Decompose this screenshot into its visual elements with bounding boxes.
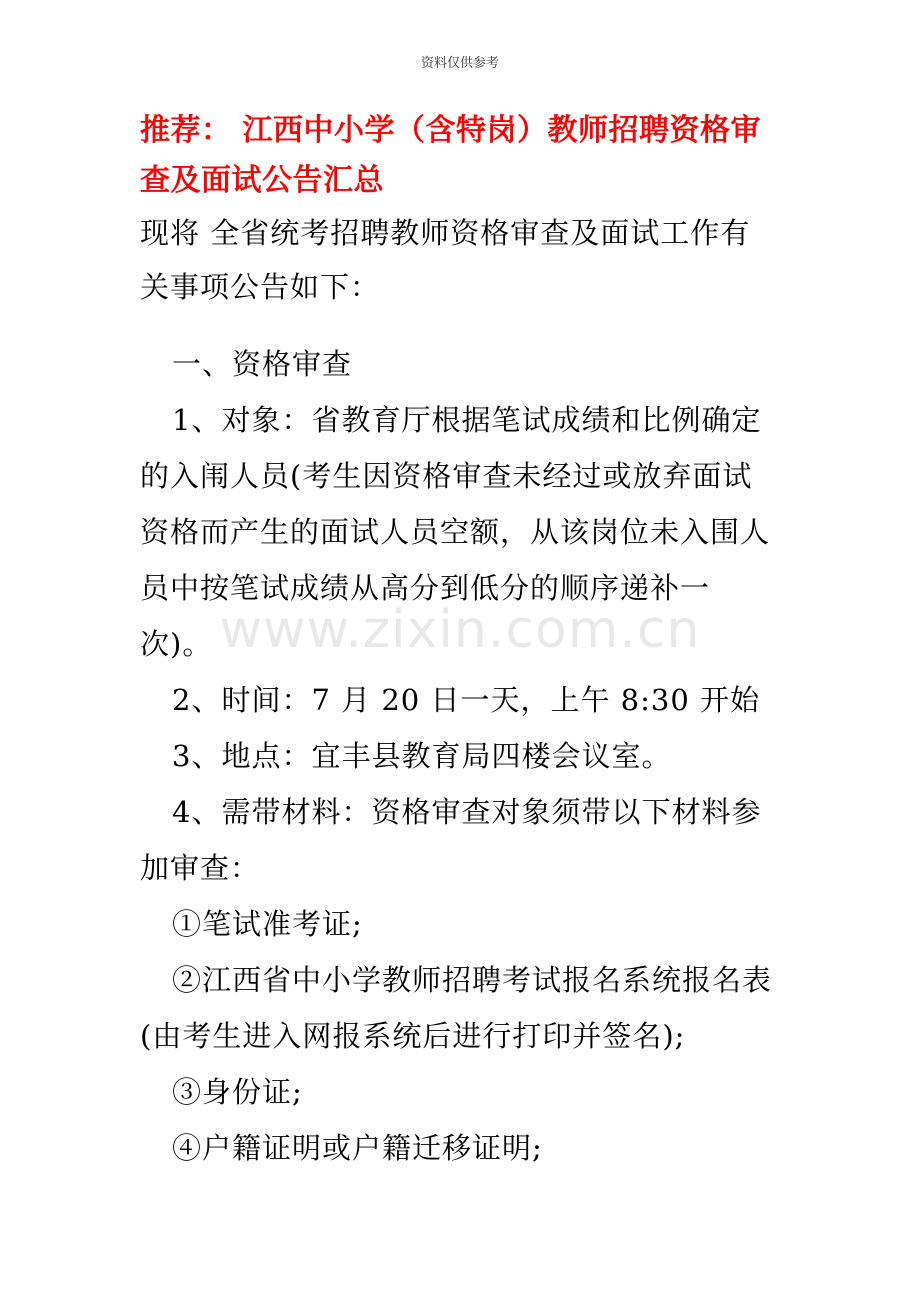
watermark: www.zixin.com.cn — [219, 600, 701, 660]
section-heading-qualification-review: 一、资格审查 — [172, 347, 353, 381]
document-title: 推荐： 江西中小学（含特岗）教师招聘资格审查及面试公告汇总 — [140, 113, 761, 198]
intro-paragraph: 现将 全省统考招聘教师资格审查及面试工作有关事项公告如下： — [140, 216, 751, 304]
document-body — [140, 106, 780, 1176]
material-list-item: ④户籍证明或户籍迁移证明; — [172, 1131, 543, 1165]
item-target: 1、对象：省教育厅根据笔试成绩和比例确定的入闱人员(考生因资格审查未经过或放弃面试资格而产生的面试人员空额，从该岗位未入围人员中按笔试成绩从高分到低分的顺序递补一次)。 — [140, 403, 771, 661]
item-place: 3、地点：宜丰县教育局四楼会议室。 — [172, 739, 672, 773]
item-time: 2、时间：7 月 20 日一天，上午 8:30 开始 — [172, 683, 761, 717]
header-note: 资料仅供参考 — [420, 56, 499, 71]
material-list-item: ③身份证; — [172, 1075, 303, 1109]
item-materials: 4、需带材料：资格审查对象须带以下材料参加审查： — [140, 795, 762, 885]
material-list-item: ①笔试准考证; — [172, 907, 363, 941]
material-list-item: ②江西省中小学教师招聘考试报名系统报名表(由考生进入网报系统后进行打印并签名); — [140, 963, 773, 1053]
